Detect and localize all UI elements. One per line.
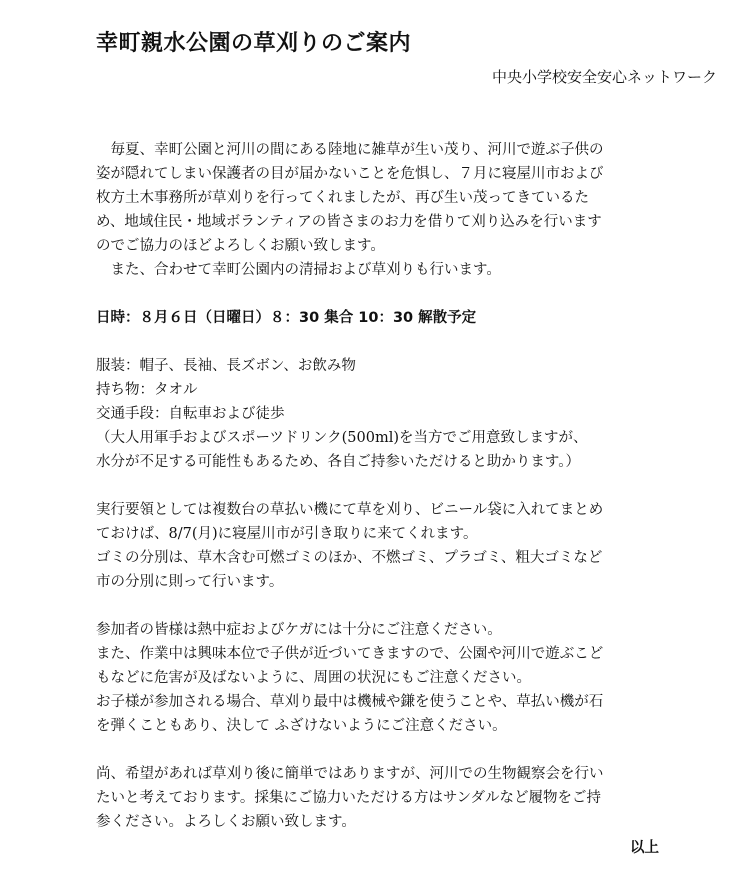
intro-line: 枚方土木事務所が草刈りを行ってくれましたが、再び生い茂ってきているた [96,190,589,206]
event-datetime: 日時：８月６日（日曜日）８：30 集合 10：30 解散予定 [96,310,477,326]
procedure-line: ゴミの分別は、草木含む可燃ゴミのほか、不燃ゴミ、プラゴミ、粗大ゴミなど [96,550,603,566]
caution-line: また、作業中は興味本位で子供が近づいてきますので、公園や河川で遊ぶこど [96,646,604,662]
procedure-line: 実行要領としては複数台の草払い機にて草を刈り、ビニール袋に入れてまとめ [96,502,604,518]
caution-line: お子様が参加される場合、草刈り最中は機械や鎌を使うことや、草払い機が石 [96,694,604,710]
detail-line: 水分が不足する可能性もあるため、各自ご持参いただけると助かります。） [96,454,581,470]
intro-line: 姿が隠れてしまい保護者の目が届かないことを危惧し、７月に寝屋川市および [96,166,604,182]
document-title: 幸町親水公園の草刈りのご案内 [96,31,412,56]
detail-line: 交通手段：自転車および徒歩 [96,406,285,422]
caution-line: もなどに危害が及ばないように、周囲の状況にもご注意ください。 [96,670,531,686]
intro-line: め、地域住民・地域ボランティアの皆さまのお力を借りて刈り込みを行います [96,214,602,230]
detail-line: （大人用軍手およびスポーツドリンク(500ml)を当方でご用意致しますが、 [96,430,588,446]
caution-line: 参加者の皆様は熱中症およびケガには十分にご注意ください。 [96,622,502,638]
caution-line: を弾くこともあり、決して ふざけないようにご注意ください。 [96,718,507,734]
additional-line: 尚、希望があれば草刈り後に簡単ではありますが、河川での生物観察会を行い [96,766,604,782]
procedure-line: ておけば、8/7(月)に寝屋川市が引き取りに来てくれます。 [96,526,478,542]
closing-mark: 以上 [630,840,659,856]
additional-line: たいと考えております。採集にご協力いただける方はサンダルなど履物をご持 [96,790,602,806]
procedure-line: 市の分別に則って行います。 [96,574,284,590]
intro-line: のでご協力のほどよろしくお願い致します。 [96,238,385,254]
organization-name: 中央小学校安全安心ネットワーク [491,68,717,86]
additional-line: 参ください。よろしくお願い致します。 [96,814,356,830]
intro-line: また、合わせて幸町公園内の清掃および草刈りも行います。 [96,262,501,278]
detail-line: 服装：帽子、長袖、長ズボン、お飲み物 [96,358,356,374]
intro-line: 毎夏、幸町公園と河川の間にある陸地に雑草が生い茂り、河川で遊ぶ子供の [96,142,604,158]
detail-line: 持ち物：タオル [96,382,198,398]
